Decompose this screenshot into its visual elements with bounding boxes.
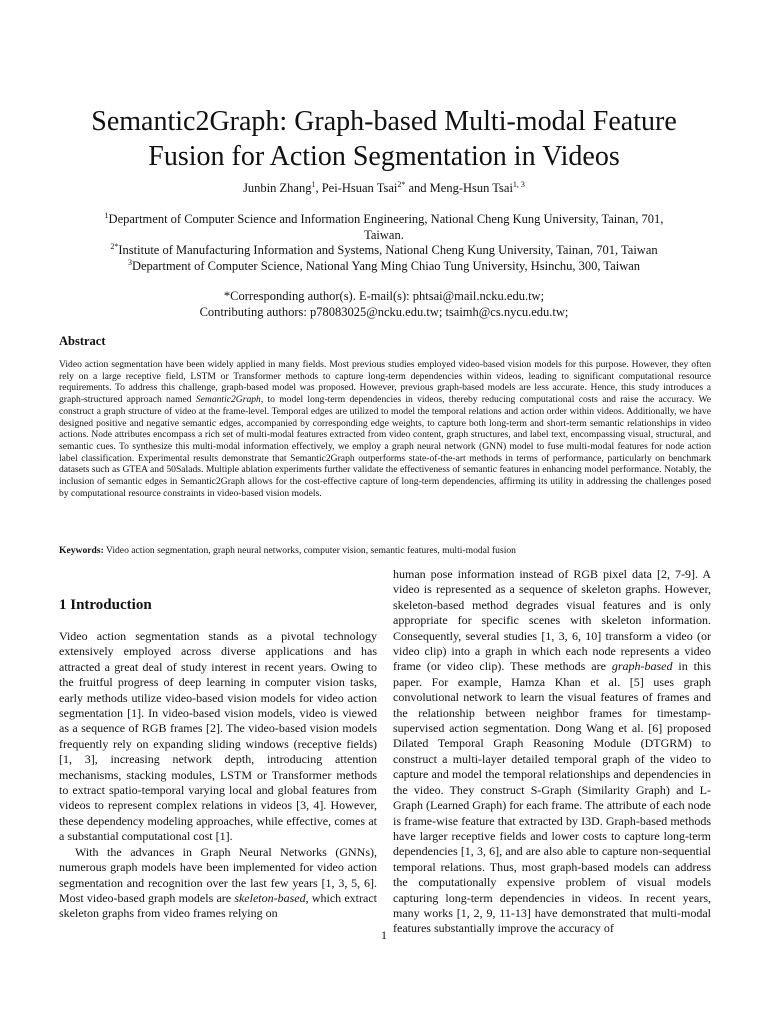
- abstract-method-name: Semantic2Graph: [195, 394, 261, 406]
- title-line-1: Semantic2Graph: Graph-based Multi-modal Feature: [91, 106, 677, 137]
- paragraph: [393, 567, 711, 937]
- keywords: [59, 545, 711, 557]
- keywords-text: Video action segmentation, graph neural networks, computer vision, semantic features, multi-modal fusion: [103, 545, 516, 556]
- paragraph-text: With the advances in Graph Neural Networks (GNNs), numerous graph models have been implemented for video action segmentation and recognition over the last few years [1, 3, 5, 6]. Most video-based graph models are: [59, 844, 377, 905]
- author-affiliation-mark: 1, 3: [512, 179, 525, 189]
- paragraph: Video action segmentation stands as a pivotal technology extensively employed across diverse applications and has attracted a great deal of study interest in recent years. Owing to the fruitful progress of deep learning in computer vision tasks, early methods utilize video-based vision models for video action segmentation [1]. In video-based vision models, video is viewed as a sequence of RGB frames [2]. The video-based vision models frequently rely on expanding sliding windows (receptive fields) [1, 3], increasing network depth, introducing attention mechanisms, stacking modules, LSTM or Transformer methods to extract spatio-temporal varying local and global features from videos to represent complex relations in videos [3, 4]. However, these dependency modeling approaches, while effective, comes at a substantial computational cost [1].: [59, 629, 377, 844]
- author-list: [60, 180, 708, 196]
- affiliation-mark: 2*: [110, 241, 119, 251]
- affiliation-text: Department of Computer Science and Information Engineering, National Cheng Kung University, Tainan, 701,: [108, 212, 664, 226]
- author-separator: and: [405, 181, 430, 195]
- keywords-label: Keywords:: [59, 545, 104, 556]
- author-affiliation-mark: 1: [311, 179, 316, 189]
- affiliation-item: [56, 243, 712, 259]
- author-name: Pei-Hsuan Tsai: [321, 181, 398, 195]
- abstract-text: [59, 359, 711, 499]
- section-heading-introduction: 1 Introduction: [59, 597, 152, 613]
- corresponding-author-line: *Corresponding author(s). E-mail(s): phtsai@mail.ncku.edu.tw;: [223, 289, 545, 303]
- author-separator: ,: [315, 181, 322, 195]
- author-name: Meng-Hsun Tsai: [429, 181, 513, 195]
- title-line-2: Fusion for Action Segmentation in Videos: [148, 141, 620, 172]
- paragraph: [59, 845, 377, 922]
- affiliation-continuation: Taiwan.: [364, 227, 404, 242]
- abstract-text-part: , to model long-term dependencies in videos, thereby reducing computational costs and raise the accuracy. We construct a graph structure of video at the frame-level. Temporal edges are utilized to model the temporal relations and action order within videos. Additionally, we have designed positive and negative semantic edges, accompanied by corresponding edge weights, to capture both long-term and short-term semantic relationships in video actions. Node attributes encompass a rich set of multi-modal features extracted from video content, graph structures, and label text, encompassing visual, structural, and semantic cues. To synthesize this multi-modal information effectively, we employ a graph neural network (GNN) model to fuse multi-modal features for node action label classification. Experimental results demonstrate that Semantic2Graph outperforms state-of-the-art methods in terms of performance, particularly on benchmark datasets such as GTEA and 50Salads. Multiple ablation experiments further validate the effectiveness of semantic features in enhancing model performance. Notably, the inclusion of semantic edges in Semantic2Graph allows for the cost-effective capture of long-term dependencies, affirming its utility in addressing the challenges posed by computational resource constraints in video-based vision models.: [59, 394, 711, 499]
- affiliation-text: Institute of Manufacturing Information and Systems, National Cheng Kung University, Tainan, 701, Taiwan: [118, 243, 658, 257]
- paper-title: [40, 104, 728, 174]
- emphasis-text: skeleton-based: [234, 890, 306, 905]
- contact-info: [56, 289, 712, 320]
- abstract-heading: Abstract: [59, 334, 106, 348]
- contributing-authors-line: Contributing authors: p78083025@ncku.edu.tw; tsaimh@cs.nycu.edu.tw;: [199, 304, 569, 319]
- paragraph-text: , which extract skeleton graphs from video frames relying on: [59, 890, 377, 921]
- paragraph-text: human pose information instead of RGB pixel data [2, 7-9]. A video is represented as a sequence of skeleton graphs. However, skeleton-based method degrades visual features and is only appropriate for specific scenes with skeleton information. Consequently, several studies [1, 3, 6, 10] transform a video (or video clip) into a graph in which each node represents a video frame (or video clip). These methods are: [393, 567, 711, 674]
- author-name: Junbin Zhang: [243, 181, 312, 195]
- affiliation-list: [56, 212, 712, 274]
- left-column: [59, 629, 377, 922]
- emphasis-text: graph-based: [611, 659, 673, 674]
- affiliation-mark: 1: [104, 210, 109, 220]
- affiliation-item: [56, 259, 712, 275]
- page-number: 1: [381, 928, 387, 942]
- author-affiliation-mark: 2*: [397, 179, 406, 189]
- affiliation-mark: 3: [127, 257, 132, 267]
- right-column: [393, 567, 711, 937]
- affiliation-text: Department of Computer Science, National Yang Ming Chiao Tung University, Hsinchu, 300, Taiwan: [131, 258, 641, 273]
- abstract-text-part: Video action segmentation have been widely applied in many fields. Most previous studies employed video-based vision models for this purpose. However, they often rely on a large receptive field, LSTM or Transformer methods to capture long-term dependencies within videos, leading to significant computational resource requirements. To address this challenge, graph-based model was proposed. However, previous graph-based models are less accurate. Hence, this study introduces a graph-structured approach named: [59, 359, 711, 406]
- affiliation-item: [56, 212, 712, 228]
- paragraph-text: in this paper. For example, Hamza Khan et al. [5] uses graph convolutional network to learn the visual features of frames and the relationship between neighbor frames for timestamp-supervised action segmentation. Dong Wang et al. [6] proposed Dilated Temporal Graph Reasoning Module (DTGRM) to construct a multi-layer detailed temporal graph of the video to capture and model the temporal relationships and dependencies in the video. They construct S-Graph (Similarity Graph) and L-Graph (Learned Graph) for each frame. The attribute of each node is frame-wise feature that extracted by I3D. Graph-based methods have larger receptive fields and lower costs to capture long-term dependencies [1, 3, 6], and are also able to capture non-sequential temporal relations. Thus, most graph-based models can address the computationally expensive problem of visual models capturing long-term dependencies in videos. In recent years, many works [1, 2, 9, 11-13] have demonstrated that multi-modal features substantially improve the accuracy of: [393, 659, 711, 936]
